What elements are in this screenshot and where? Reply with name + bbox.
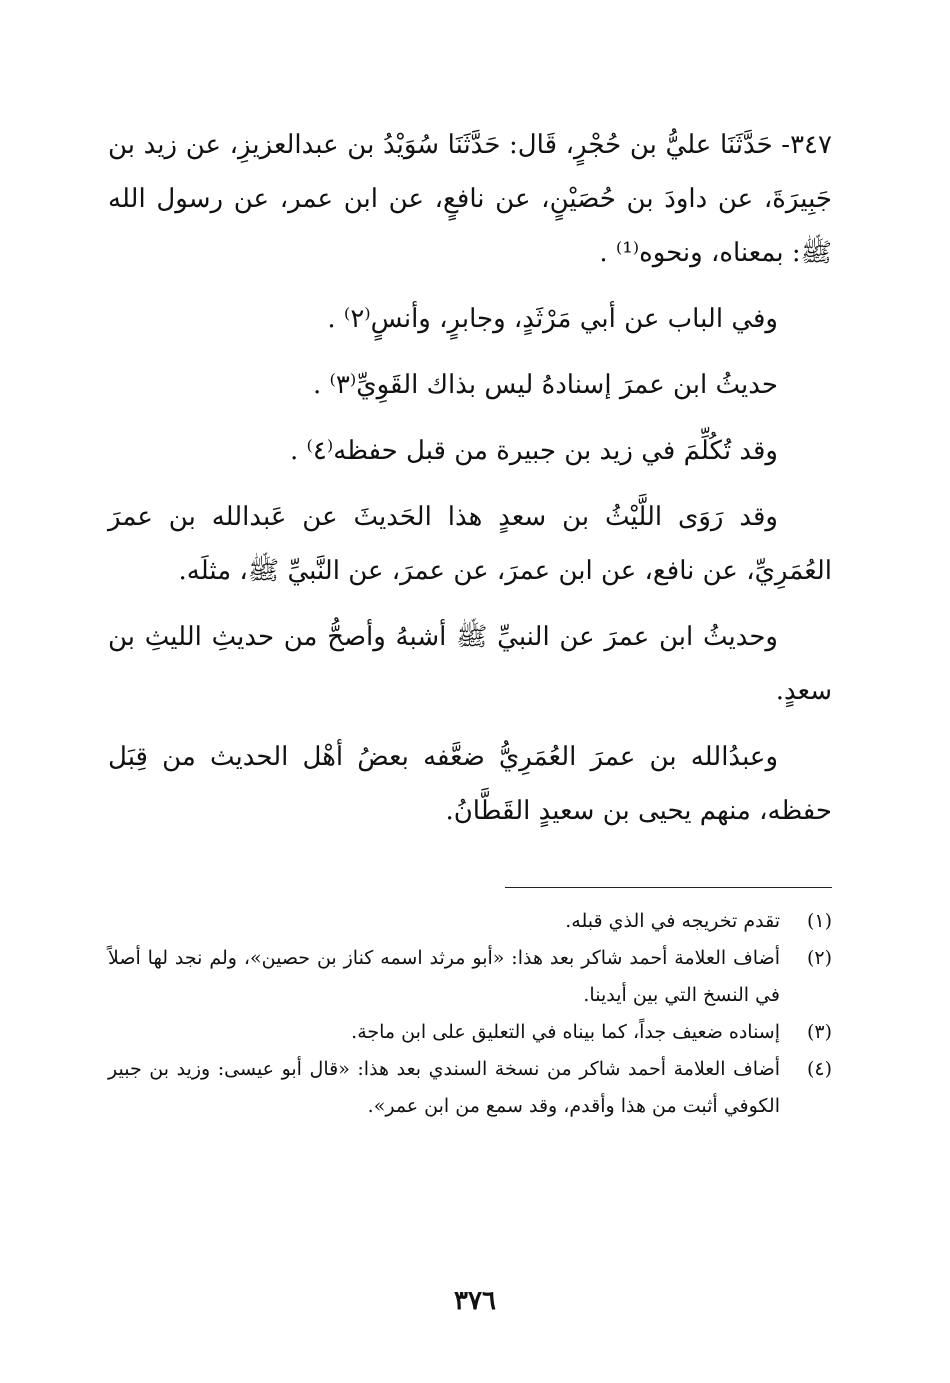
footnote-item (108, 903, 832, 940)
paragraph-comparison: وحديثُ ابن عمرَ عن النبيِّ ﷺ أشبهُ وأصحُّ من حديثِ الليثِ بن سعدٍ. (108, 622, 832, 706)
hadith-paragraph: ٣٤٧- حَدَّثَنَا عليُّ بن حُجْرٍ، قَال: حَدَّثَنَا سُوَيْدُ بن عبدالعزيزِ، عن زيد بن جَبِيرَةَ، عن داودَ بن حُصَيْنٍ، عن نافعٍ، عن ابن عمر، عن رسول الله ﷺ: بمعناه، ونحوه⁽¹⁾ . (108, 130, 832, 268)
footnote-number: (٣) (806, 1021, 832, 1043)
footnote-text: أضاف العلامة أحمد شاكر بعد هذا: «أبو مرثد اسمه كناز بن حصين»، ولم نجد لها أصلاً في النسخ التي بين أيدينا. (108, 947, 780, 1006)
paragraph-alternate-narration: وقد رَوَى اللَّيْثُ بن سعدٍ هذا الحَديثَ عن عَبدالله بن عمرَ العُمَرِيِّ، عن نافع، عن ابن عمرَ، عن عمرَ، عن النَّبيِّ ﷺ، مثلَه. (108, 502, 832, 586)
footnote-text: إسناده ضعيف جداً، كما بيناه في التعليق على ابن ماجة. (351, 1021, 780, 1043)
footnote-number: (٤) (806, 1058, 832, 1080)
main-text (108, 118, 832, 838)
paragraph-chapter-reference: وفي الباب عن أبي مَرْثَدٍ، وجابرٍ، وأنسٍ⁽٢⁾ . (327, 304, 778, 334)
footnote-separator (505, 887, 832, 888)
paragraph-isnad-grade: حديثُ ابن عمرَ إسنادهُ ليس بذاك القَوِيِّ⁽٣⁾ . (312, 370, 778, 400)
footnote-text: أضاف العلامة أحمد شاكر من نسخة السندي بعد هذا: «قال أبو عيسى: وزيد بن جبير الكوفي أثبت من هذا وأقدم، وقد سمع من ابن عمر». (108, 1058, 780, 1117)
paragraph-narrator-criticism: وقد تُكُلِّمَ في زيد بن جبيرة من قبل حفظه⁽٤⁾ . (289, 436, 778, 466)
footnote-number: (٢) (806, 947, 832, 969)
footnote-item (108, 1014, 832, 1051)
paragraph-weakness-note: وعبدُالله بن عمرَ العُمَرِيُّ ضعَّفه بعضُ أهْل الحديث من قِبَل حفظه، منهم يحيى بن سعيدٍ القَطَّانُ. (108, 742, 832, 826)
footnote-item (108, 940, 832, 1014)
page-number: ٣٧٦ (454, 1286, 496, 1316)
footnote-number: (١) (806, 910, 832, 932)
footnote-item (108, 1051, 832, 1125)
footnotes (108, 903, 832, 1125)
footnote-text: تقدم تخريجه في الذي قبله. (565, 910, 780, 932)
